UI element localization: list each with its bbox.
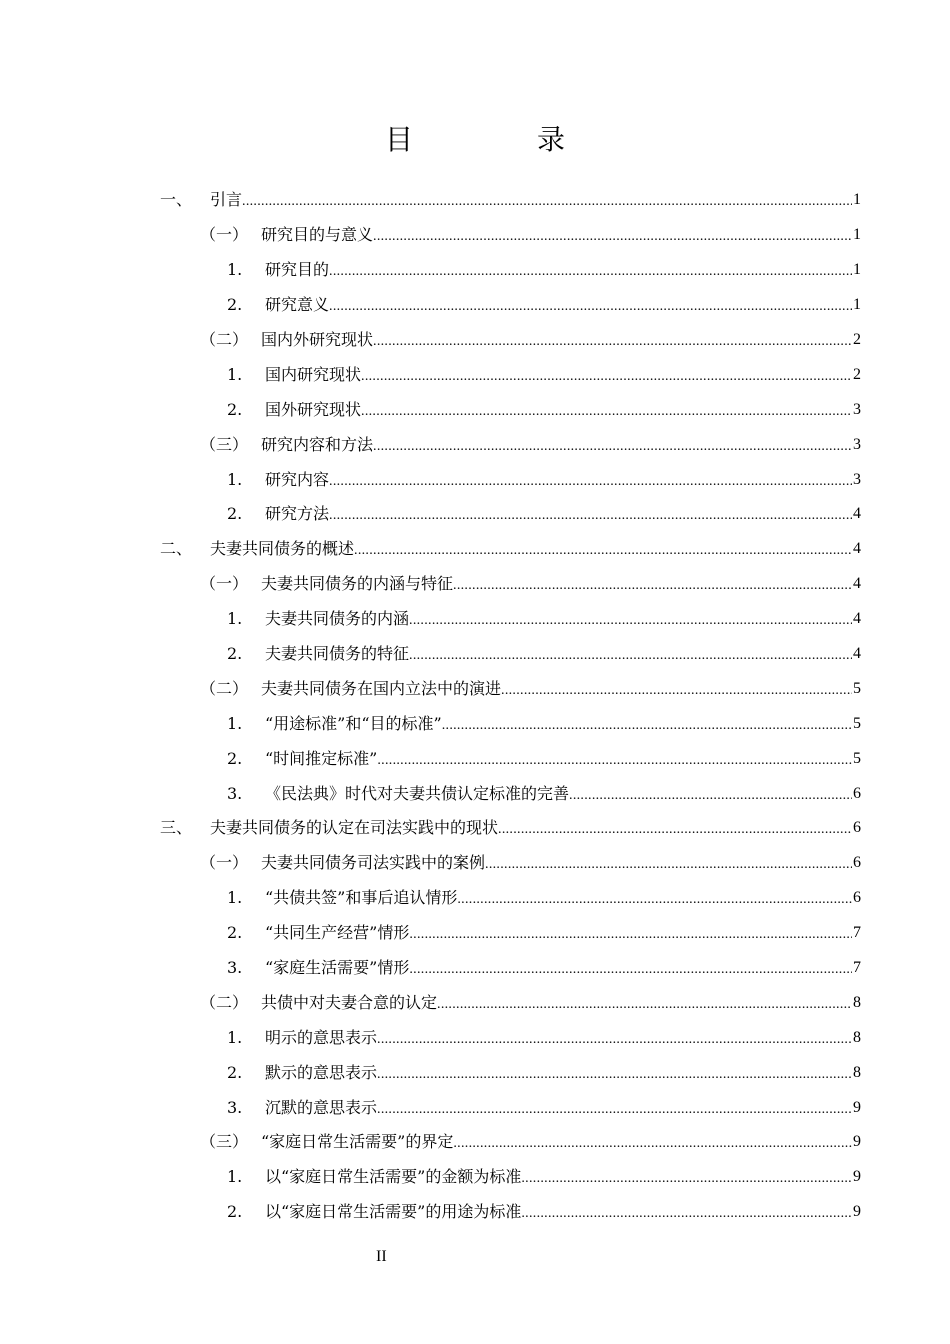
toc-dot-leader xyxy=(361,367,852,387)
toc-dot-leader xyxy=(361,402,852,422)
toc-entry-number: 1. xyxy=(227,609,243,629)
toc-entry-page: 1 xyxy=(853,296,861,314)
toc-entry-number: 三、 xyxy=(160,818,193,838)
toc-entry-page: 4 xyxy=(853,645,861,663)
toc-entry[interactable] xyxy=(160,985,861,1020)
toc-entry[interactable] xyxy=(160,741,861,776)
toc-dot-leader xyxy=(377,751,852,771)
toc-entry-page: 9 xyxy=(853,1203,861,1221)
toc-entry-label: 沉默的意思表示 xyxy=(265,1097,378,1117)
toc-entry-number: 2. xyxy=(227,399,243,419)
toc-dot-leader xyxy=(242,192,852,212)
toc-entry[interactable] xyxy=(160,951,861,986)
toc-dot-leader xyxy=(329,472,852,492)
toc-entry[interactable] xyxy=(160,323,861,358)
toc-entry[interactable] xyxy=(160,881,861,916)
toc-entry-label: 《民法典》时代对夫妻共债认定标准的完善 xyxy=(265,783,570,803)
toc-entry-page: 9 xyxy=(853,1133,861,1151)
toc-entry-page: 1 xyxy=(853,226,861,244)
toc-entry-number: 二、 xyxy=(160,539,193,559)
toc-entry[interactable] xyxy=(160,637,861,672)
toc-dot-leader xyxy=(453,1134,852,1154)
toc-entry-page: 9 xyxy=(853,1098,861,1116)
toc-entry-label: 研究意义 xyxy=(265,295,330,315)
toc-dot-leader xyxy=(373,332,852,352)
toc-entry-number: 2. xyxy=(227,923,243,943)
toc-entry-number: 1. xyxy=(227,1167,243,1187)
toc-entry-label: 研究内容 xyxy=(265,469,330,489)
toc-entry-page: 3 xyxy=(853,470,861,488)
toc-entry-page: 7 xyxy=(853,959,861,977)
toc-entry[interactable] xyxy=(160,1125,861,1160)
toc-dot-leader xyxy=(409,925,852,945)
toc-entry[interactable] xyxy=(160,462,861,497)
toc-entry-page: 5 xyxy=(853,714,861,732)
toc-dot-leader xyxy=(373,437,852,457)
toc-entry-page: 4 xyxy=(853,610,861,628)
toc-entry[interactable] xyxy=(160,811,861,846)
toc-entry[interactable] xyxy=(160,1055,861,1090)
toc-entry-label: 共债中对夫妻合意的认定 xyxy=(261,992,438,1012)
toc-dot-leader xyxy=(377,1065,852,1085)
toc-entry-number: （一） xyxy=(200,574,249,594)
toc-entry-page: 4 xyxy=(853,575,861,593)
toc-entry-page: 5 xyxy=(853,749,861,767)
toc-entry-label: 夫妻共同债务的内涵与特征 xyxy=(261,574,454,594)
toc-entry-page: 4 xyxy=(853,540,861,558)
toc-entry[interactable] xyxy=(160,218,861,253)
toc-dot-leader xyxy=(377,1100,852,1120)
toc-entry-page: 6 xyxy=(853,889,861,907)
toc-entry-label: “家庭日常生活需要”的界定 xyxy=(261,1132,454,1152)
toc-entry-number: 2. xyxy=(227,295,243,315)
toc-entry[interactable] xyxy=(160,1195,861,1230)
toc-entry-label: “用途标准”和“目的标准” xyxy=(265,713,442,733)
toc-entry-label: 夫妻共同债务的认定在司法实践中的现状 xyxy=(210,818,499,838)
toc-dot-leader xyxy=(437,995,852,1015)
toc-entry-label: 以“家庭日常生活需要”的用途为标准 xyxy=(265,1202,522,1222)
toc-dot-leader xyxy=(373,227,852,247)
toc-entry[interactable] xyxy=(160,776,861,811)
toc-entry-page: 2 xyxy=(853,365,861,383)
toc-dot-leader xyxy=(409,611,852,631)
toc-entry-number: （一） xyxy=(200,225,249,245)
toc-dot-leader xyxy=(329,297,852,317)
toc-entry-page: 8 xyxy=(853,1028,861,1046)
toc-dot-leader xyxy=(354,541,852,561)
page-title: 目 录 xyxy=(384,123,613,156)
toc-entry-number: 2. xyxy=(227,504,243,524)
toc-entry-page: 9 xyxy=(853,1168,861,1186)
toc-entry-label: 夫妻共同债务在国内立法中的演进 xyxy=(261,678,502,698)
toc-dot-leader xyxy=(409,960,852,980)
toc-entry-page: 8 xyxy=(853,1063,861,1081)
toc-entry-label: 研究目的 xyxy=(265,260,330,280)
toc-entry[interactable] xyxy=(160,532,861,567)
toc-entry-label: 国内研究现状 xyxy=(265,364,362,384)
toc-entry-number: 1. xyxy=(227,888,243,908)
toc-entry[interactable] xyxy=(160,567,861,602)
toc-dot-leader xyxy=(498,820,852,840)
toc-dot-leader xyxy=(521,1169,852,1189)
toc-dot-leader xyxy=(453,576,852,596)
toc-entry-label: “共债共签”和事后追认情形 xyxy=(265,888,458,908)
toc-entry-label: 默示的意思表示 xyxy=(265,1062,378,1082)
toc-entry-page: 3 xyxy=(853,400,861,418)
toc-entry-label: 国外研究现状 xyxy=(265,399,362,419)
toc-entry[interactable] xyxy=(160,1160,861,1195)
toc-entry-label: 以“家庭日常生活需要”的金额为标准 xyxy=(265,1167,522,1187)
toc-entry-label: 夫妻共同债务的特征 xyxy=(265,644,410,664)
toc-entry[interactable] xyxy=(160,253,861,288)
toc-entry-number: （二） xyxy=(200,330,249,349)
toc-entry-number: 2. xyxy=(227,748,243,768)
toc-entry[interactable] xyxy=(160,1090,861,1125)
toc-entry[interactable] xyxy=(160,706,861,741)
toc-entry[interactable] xyxy=(160,288,861,323)
toc-entry-page: 3 xyxy=(853,435,861,453)
toc-entry-number: 1. xyxy=(227,469,243,489)
toc-entry-number: （三） xyxy=(200,434,249,454)
toc-entry-number: 1. xyxy=(227,1027,243,1047)
toc-entry-number: （二） xyxy=(200,678,249,698)
toc-entry[interactable] xyxy=(160,392,861,427)
toc-dot-leader xyxy=(521,1204,852,1224)
toc-entry-number: 2. xyxy=(227,644,243,664)
toc-entry-page: 1 xyxy=(853,191,861,209)
toc-entry[interactable] xyxy=(160,427,861,462)
toc-entry-number: 3. xyxy=(227,958,243,978)
toc-dot-leader xyxy=(569,786,852,806)
toc-entry-page: 6 xyxy=(853,819,861,837)
toc-entry-label: “家庭生活需要”情形 xyxy=(265,958,410,978)
toc-entry[interactable] xyxy=(160,357,861,392)
footer-page-number: II xyxy=(376,1248,387,1265)
toc-entry-label: 研究目的与意义 xyxy=(261,225,374,245)
toc-entry-label: “共同生产经营”情形 xyxy=(265,923,410,943)
toc-entry[interactable] xyxy=(160,671,861,706)
toc-dot-leader xyxy=(485,855,852,875)
toc-entry-page: 2 xyxy=(853,331,861,348)
toc-entry-label: 夫妻共同债务的概述 xyxy=(210,539,355,559)
toc-entry-number: 1. xyxy=(227,713,243,733)
toc-entry-label: 研究内容和方法 xyxy=(261,434,374,454)
toc-entry-page: 5 xyxy=(853,679,861,697)
toc-entry-number: （一） xyxy=(200,853,249,873)
toc-entry-number: 2. xyxy=(227,1202,243,1222)
toc-entry[interactable] xyxy=(160,497,861,532)
toc-entry-page: 6 xyxy=(853,784,861,802)
toc-entry-number: 3. xyxy=(227,783,243,803)
toc-entry-label: 引言 xyxy=(210,190,243,210)
toc-entry-label: 国内外研究现状 xyxy=(261,330,374,349)
toc-entry[interactable] xyxy=(160,1020,861,1055)
toc-entry-label: 夫妻共同债务的内涵 xyxy=(265,609,410,629)
toc-entry-number: 3. xyxy=(227,1097,243,1117)
toc-entry-number: 2. xyxy=(227,1062,243,1082)
toc-dot-leader xyxy=(409,646,852,666)
toc-entry-label: 研究方法 xyxy=(265,504,330,524)
toc-entry-page: 6 xyxy=(853,854,861,872)
toc-entry-page: 7 xyxy=(853,924,861,942)
table-of-contents xyxy=(160,183,861,1230)
toc-entry-label: “时间推定标准” xyxy=(265,748,378,768)
toc-dot-leader xyxy=(457,890,852,910)
toc-entry-number: 1. xyxy=(227,364,243,384)
toc-entry-number: （二） xyxy=(200,992,249,1012)
toc-entry[interactable] xyxy=(160,183,861,218)
toc-entry-label: 明示的意思表示 xyxy=(265,1027,378,1047)
toc-entry-label: 夫妻共同债务司法实践中的案例 xyxy=(261,853,486,873)
toc-entry[interactable] xyxy=(160,916,861,951)
toc-dot-leader xyxy=(442,716,852,736)
toc-entry-number: （三） xyxy=(200,1132,249,1152)
toc-entry-page: 4 xyxy=(853,505,861,523)
toc-entry[interactable] xyxy=(160,846,861,881)
toc-dot-leader xyxy=(501,681,852,701)
toc-entry-page: 1 xyxy=(853,261,861,279)
toc-entry-page: 8 xyxy=(853,993,861,1011)
toc-dot-leader xyxy=(329,506,852,526)
toc-entry-number: 一、 xyxy=(160,190,193,210)
toc-entry-number: 1. xyxy=(227,260,243,280)
toc-dot-leader xyxy=(329,262,852,282)
toc-entry[interactable] xyxy=(160,602,861,637)
toc-dot-leader xyxy=(377,1030,852,1050)
